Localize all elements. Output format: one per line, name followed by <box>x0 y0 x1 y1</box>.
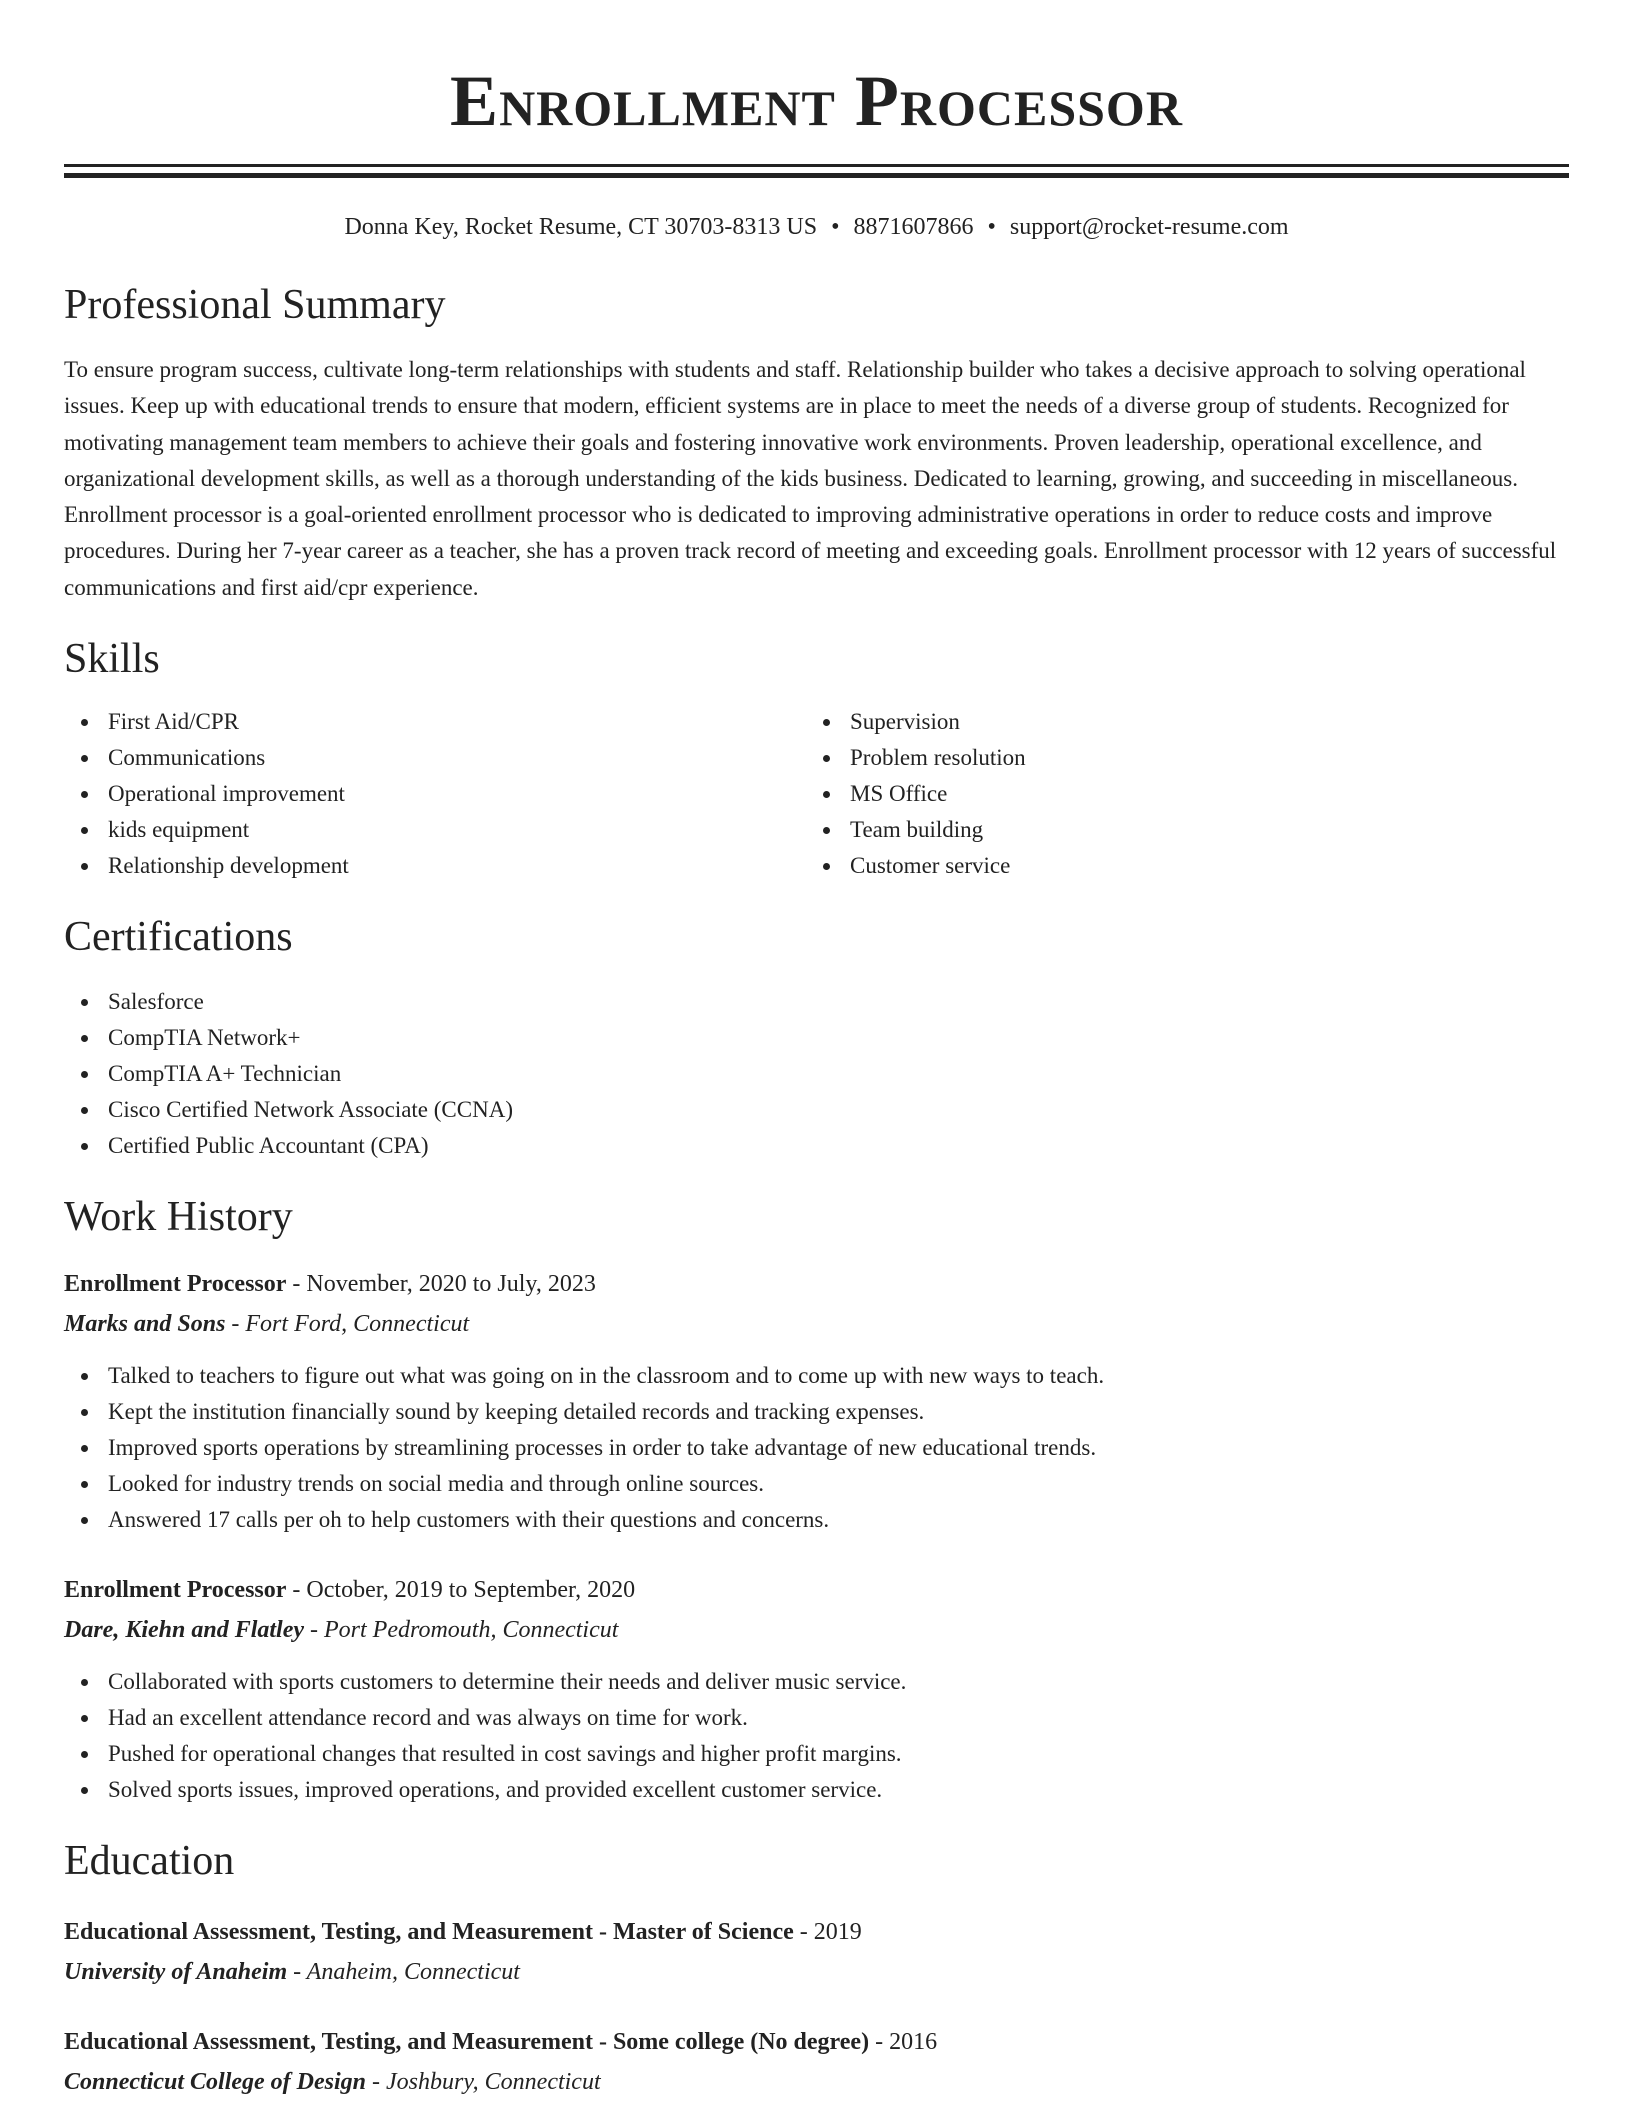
skill-item: Supervision <box>806 704 1548 740</box>
certification-item: Salesforce <box>64 984 1569 1020</box>
certification-item: Certified Public Accountant (CPA) <box>64 1128 1569 1164</box>
certifications-list <box>64 984 1569 1164</box>
education-school-line <box>64 2062 1569 2102</box>
education-heading: Education <box>64 1838 235 1885</box>
skill-item: Problem resolution <box>806 740 1548 776</box>
education-school: University of Anaheim <box>64 1959 288 1986</box>
contact-separator: • <box>987 214 996 240</box>
certification-item: CompTIA Network+ <box>64 1020 1569 1056</box>
education-school: Connecticut College of Design <box>64 2069 366 2096</box>
skill-item: Operational improvement <box>64 776 806 812</box>
job-bullets <box>64 1664 1569 1808</box>
skills-left-list <box>64 704 806 884</box>
contact-separator: • <box>831 214 840 240</box>
education-degree-line <box>64 2022 1569 2062</box>
job-entry <box>64 1570 1569 1808</box>
job-dates: - October, 2019 to September, 2020 <box>286 1577 636 1604</box>
education-entry <box>64 1912 1569 1992</box>
job-dates: - November, 2020 to July, 2023 <box>286 1271 596 1298</box>
job-bullet: Kept the institution financially sound by keeping detailed records and tracking expenses. <box>64 1394 1569 1430</box>
header-rule-thin <box>64 164 1569 167</box>
skill-item: Relationship development <box>64 848 806 884</box>
certification-item: Cisco Certified Network Associate (CCNA) <box>64 1092 1569 1128</box>
job-company-line <box>64 1304 1569 1344</box>
skill-item: Customer service <box>806 848 1548 884</box>
skills-right-list <box>806 704 1548 884</box>
skill-item: kids equipment <box>64 812 806 848</box>
job-location: - Port Pedromouth, Connecticut <box>304 1617 619 1644</box>
resume-page <box>64 0 1569 2102</box>
job-title-line <box>64 1264 1569 1304</box>
education-location: - Joshbury, Connecticut <box>366 2069 601 2096</box>
certification-item: CompTIA A+ Technician <box>64 1056 1569 1092</box>
education-degree: Educational Assessment, Testing, and Measurement - Some college (No degree) <box>64 2029 870 2056</box>
contact-email: support@rocket-resume.com <box>1009 214 1289 240</box>
job-bullet: Improved sports operations by streamlining processes in order to take advantage of new educational trends. <box>64 1430 1569 1466</box>
job-title: Enrollment Processor <box>64 1577 287 1604</box>
education-degree: Educational Assessment, Testing, and Measurement - Master of Science <box>64 1919 794 1946</box>
job-bullet: Talked to teachers to figure out what was going on in the classroom and to come up with new ways to teach. <box>64 1358 1569 1394</box>
job-company-line <box>64 1610 1569 1650</box>
job-bullets <box>64 1358 1569 1538</box>
job-company: Dare, Kiehn and Flatley <box>64 1617 305 1644</box>
education-year: - 2019 <box>793 1919 862 1946</box>
resume-name: Enrollment Processor <box>450 61 1183 141</box>
job-title-line <box>64 1570 1569 1610</box>
summary-text: To ensure program success, cultivate long-term relationships with students and staff. Relationship builder who takes a decisive approach to solving operational issues. Keep up with educational trends to ensure that modern, efficient systems are in place to meet the needs of a diverse group of students. Recognized for motivating management team members to achieve their goals and fostering innovative work environments. Proven leadership, operational excellence, and organizational development skills, as well as a thorough understanding of the kids business. Dedicated to learning, growing, and succeeding in miscellaneous. Enrollment processor is a goal-oriented enrollment processor who is dedicated to improving administrative operations in order to reduce costs and improve procedures. During her 7-year career as a teacher, she has a proven track record of meeting and exceeding goals. Enrollment processor with 12 years of successful communications and first aid/cpr experience. <box>64 357 1557 600</box>
contact-address: Donna Key, Rocket Resume, CT 30703-8313 US <box>344 214 818 240</box>
skill-item: MS Office <box>806 776 1548 812</box>
skill-item: Communications <box>64 740 806 776</box>
job-bullet: Collaborated with sports customers to determine their needs and deliver music service. <box>64 1664 1569 1700</box>
job-bullet: Looked for industry trends on social media and through online sources. <box>64 1466 1569 1502</box>
education-location: - Anaheim, Connecticut <box>287 1959 520 1986</box>
skills-heading: Skills <box>64 636 160 683</box>
summary-heading: Professional Summary <box>64 282 446 328</box>
work-history-heading: Work History <box>64 1194 293 1241</box>
skills-columns <box>64 704 1569 884</box>
certifications-heading: Certifications <box>64 914 293 961</box>
skill-item: Team building <box>806 812 1548 848</box>
job-bullet: Solved sports issues, improved operations, and provided excellent customer service. <box>64 1772 1569 1808</box>
education-school-line <box>64 1952 1569 1992</box>
job-company: Marks and Sons <box>64 1311 226 1338</box>
contact-line <box>64 212 1569 242</box>
skill-item: First Aid/CPR <box>64 704 806 740</box>
job-bullet: Pushed for operational changes that resulted in cost savings and higher profit margins. <box>64 1736 1569 1772</box>
education-degree-line <box>64 1912 1569 1952</box>
education-year: - 2016 <box>869 2029 938 2056</box>
contact-phone: 8871607866 <box>853 214 974 240</box>
job-bullet: Answered 17 calls per oh to help customers with their questions and concerns. <box>64 1502 1569 1538</box>
job-title: Enrollment Processor <box>64 1271 287 1298</box>
job-location: - Fort Ford, Connecticut <box>225 1311 470 1338</box>
job-bullet: Had an excellent attendance record and was always on time for work. <box>64 1700 1569 1736</box>
header-rule-thick <box>64 173 1569 178</box>
education-entry <box>64 2022 1569 2102</box>
job-entry <box>64 1264 1569 1538</box>
